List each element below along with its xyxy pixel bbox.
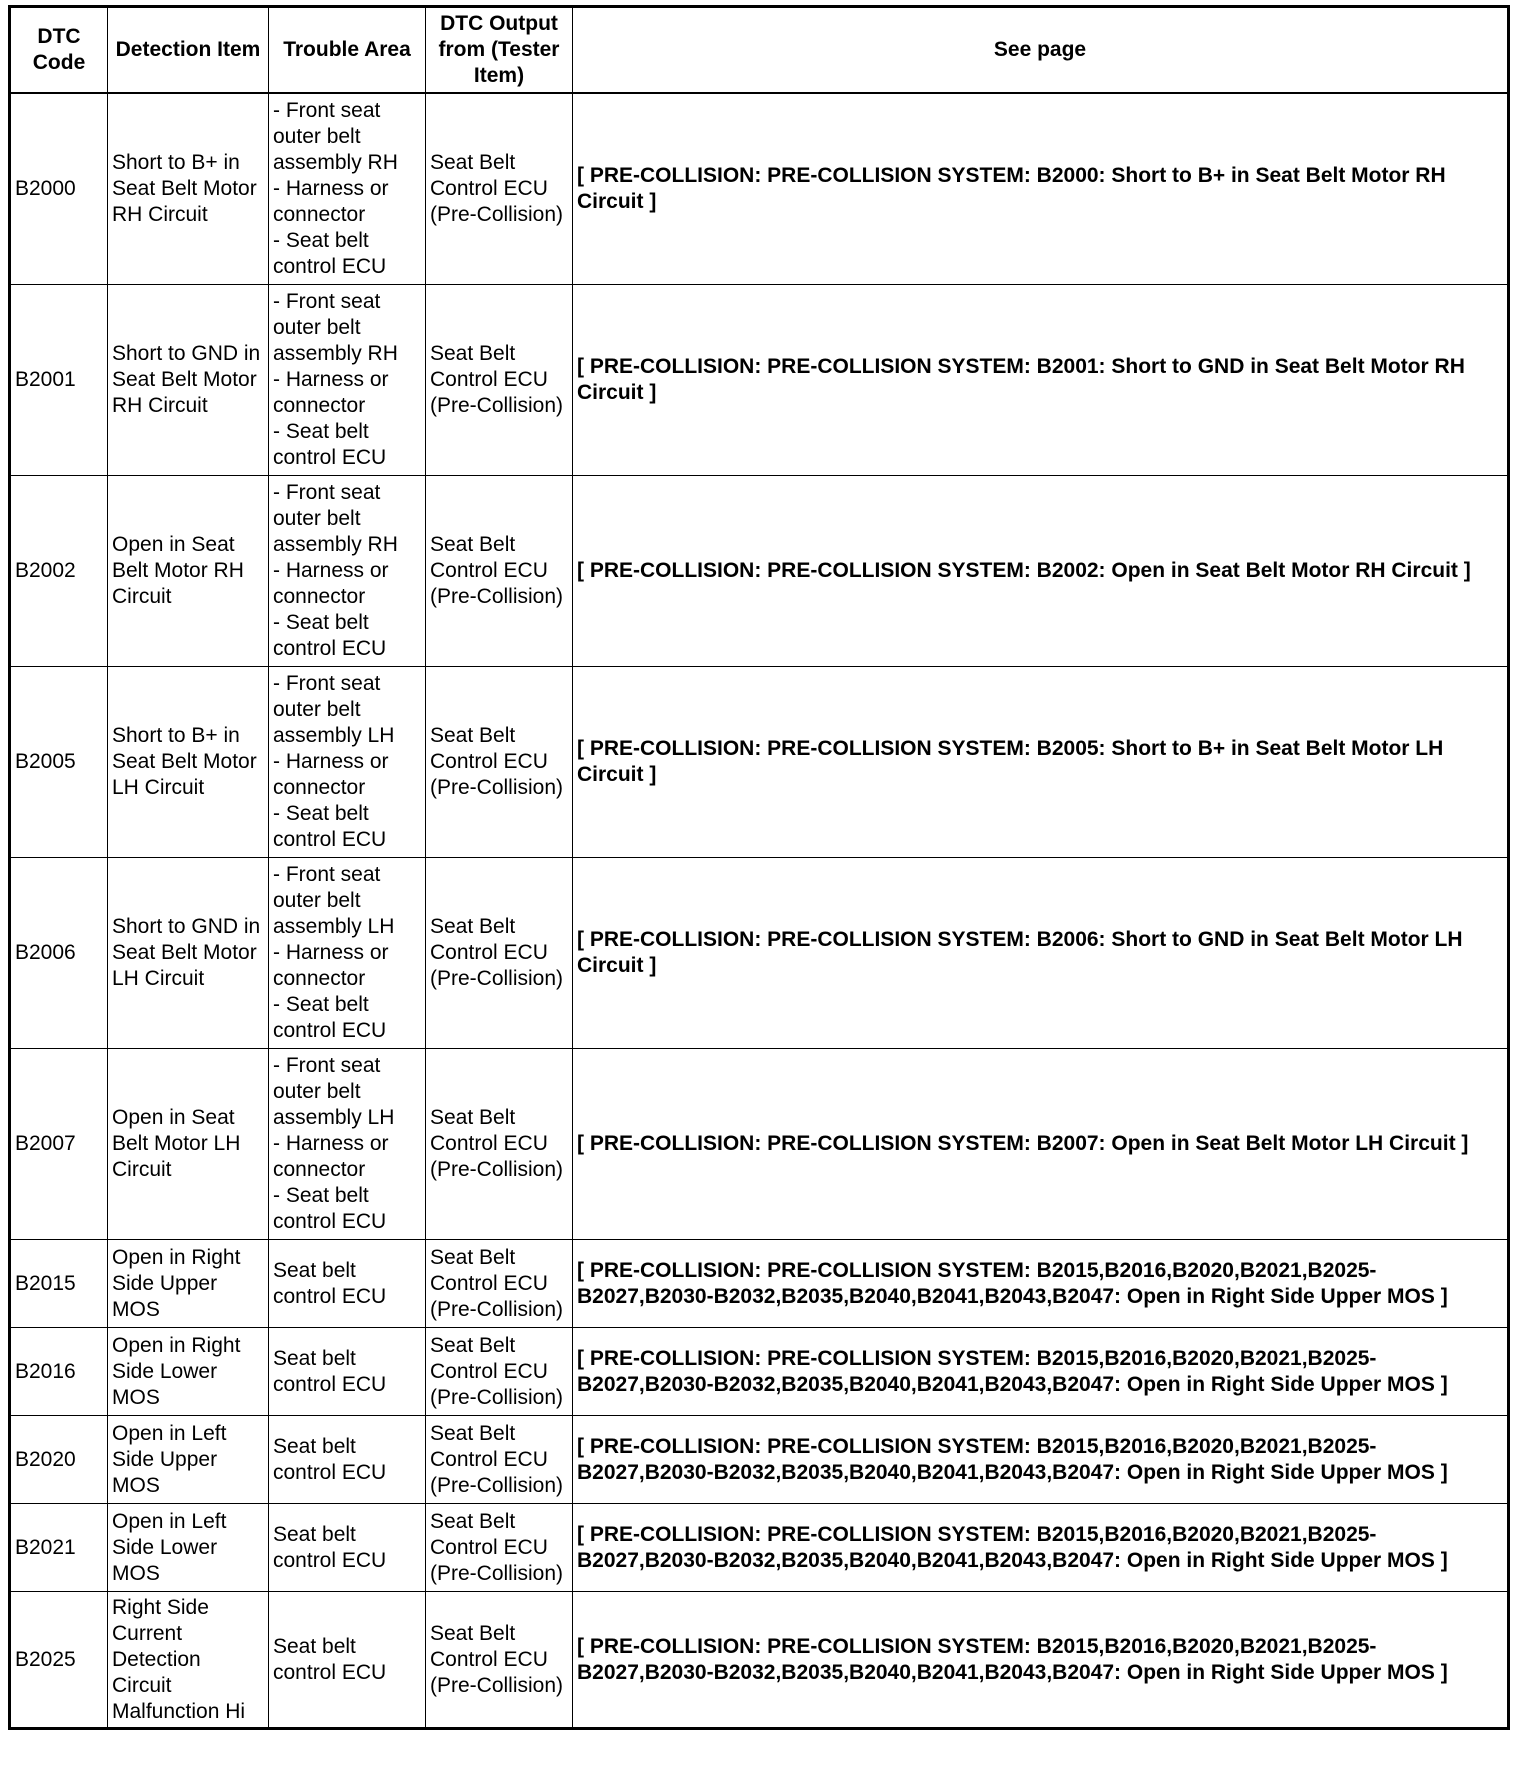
see-page-link[interactable]: [ PRE-COLLISION: PRE-COLLISION SYSTEM: B2007: Open in Seat Belt Motor LH Circuit ] (573, 1049, 1509, 1240)
table-row (10, 1504, 1509, 1592)
dtc-output-cell: Seat Belt Control ECU (Pre-Collision) (426, 858, 573, 1049)
dtc-output-cell: Seat Belt Control ECU (Pre-Collision) (426, 1416, 573, 1504)
dtc-output-cell: Seat Belt Control ECU (Pre-Collision) (426, 476, 573, 667)
dtc-output-cell: Seat Belt Control ECU (Pre-Collision) (426, 1049, 573, 1240)
see-page-link[interactable]: [ PRE-COLLISION: PRE-COLLISION SYSTEM: B2002: Open in Seat Belt Motor RH Circuit ] (573, 476, 1509, 667)
dtc-code-cell: B2021 (10, 1504, 108, 1592)
dtc-code-cell: B2000 (10, 93, 108, 285)
table-row (10, 1240, 1509, 1328)
table-body (10, 93, 1509, 1729)
trouble-area-cell: - Front seat outer belt assembly RH - Harness or connector - Seat belt control ECU (269, 285, 426, 476)
see-page-link[interactable]: [ PRE-COLLISION: PRE-COLLISION SYSTEM: B2015,B2016,B2020,B2021,B2025-B2027,B2030-B2032,B2035,B2040,B2041,B2043,B2047: Open in Right Side Upper MOS ] (573, 1240, 1509, 1328)
see-page-link[interactable]: [ PRE-COLLISION: PRE-COLLISION SYSTEM: B2015,B2016,B2020,B2021,B2025-B2027,B2030-B2032,B2035,B2040,B2041,B2043,B2047: Open in Right Side Upper MOS ] (573, 1592, 1509, 1729)
detection-item-cell: Open in Left Side Upper MOS (108, 1416, 269, 1504)
detection-item-cell: Open in Right Side Lower MOS (108, 1328, 269, 1416)
see-page-link[interactable]: [ PRE-COLLISION: PRE-COLLISION SYSTEM: B2000: Short to B+ in Seat Belt Motor RH Circuit ] (573, 93, 1509, 285)
dtc-code-cell: B2025 (10, 1592, 108, 1729)
detection-item-cell: Short to GND in Seat Belt Motor RH Circuit (108, 285, 269, 476)
dtc-output-cell: Seat Belt Control ECU (Pre-Collision) (426, 1240, 573, 1328)
dtc-output-cell: Seat Belt Control ECU (Pre-Collision) (426, 1328, 573, 1416)
dtc-code-cell: B2002 (10, 476, 108, 667)
detection-item-cell: Short to GND in Seat Belt Motor LH Circuit (108, 858, 269, 1049)
dtc-code-cell: B2006 (10, 858, 108, 1049)
header-trouble-area: Trouble Area (269, 7, 426, 94)
header-dtc-output: DTC Output from (Tester Item) (426, 7, 573, 94)
table-row (10, 1416, 1509, 1504)
header-row (10, 7, 1509, 94)
trouble-area-cell: - Front seat outer belt assembly LH - Harness or connector - Seat belt control ECU (269, 667, 426, 858)
table-row (10, 93, 1509, 285)
trouble-area-cell: - Front seat outer belt assembly RH - Harness or connector - Seat belt control ECU (269, 476, 426, 667)
table-row (10, 1049, 1509, 1240)
detection-item-cell: Short to B+ in Seat Belt Motor RH Circuit (108, 93, 269, 285)
dtc-table (8, 5, 1510, 1730)
see-page-link[interactable]: [ PRE-COLLISION: PRE-COLLISION SYSTEM: B2001: Short to GND in Seat Belt Motor RH Circuit ] (573, 285, 1509, 476)
see-page-link[interactable]: [ PRE-COLLISION: PRE-COLLISION SYSTEM: B2005: Short to B+ in Seat Belt Motor LH Circuit ] (573, 667, 1509, 858)
trouble-area-cell: Seat belt control ECU (269, 1328, 426, 1416)
trouble-area-cell: Seat belt control ECU (269, 1504, 426, 1592)
detection-item-cell: Open in Left Side Lower MOS (108, 1504, 269, 1592)
table-row (10, 667, 1509, 858)
detection-item-cell: Right Side Current Detection Circuit Malfunction Hi (108, 1592, 269, 1729)
dtc-code-cell: B2020 (10, 1416, 108, 1504)
table-row (10, 858, 1509, 1049)
dtc-code-cell: B2016 (10, 1328, 108, 1416)
dtc-output-cell: Seat Belt Control ECU (Pre-Collision) (426, 667, 573, 858)
trouble-area-cell: - Front seat outer belt assembly RH - Harness or connector - Seat belt control ECU (269, 93, 426, 285)
dtc-code-cell: B2007 (10, 1049, 108, 1240)
trouble-area-cell: - Front seat outer belt assembly LH - Harness or connector - Seat belt control ECU (269, 1049, 426, 1240)
table-row (10, 1592, 1509, 1729)
see-page-link[interactable]: [ PRE-COLLISION: PRE-COLLISION SYSTEM: B2015,B2016,B2020,B2021,B2025-B2027,B2030-B2032,B2035,B2040,B2041,B2043,B2047: Open in Right Side Upper MOS ] (573, 1328, 1509, 1416)
table-row (10, 476, 1509, 667)
trouble-area-cell: Seat belt control ECU (269, 1240, 426, 1328)
table-row (10, 285, 1509, 476)
detection-item-cell: Open in Seat Belt Motor LH Circuit (108, 1049, 269, 1240)
trouble-area-cell: Seat belt control ECU (269, 1416, 426, 1504)
dtc-output-cell: Seat Belt Control ECU (Pre-Collision) (426, 285, 573, 476)
trouble-area-cell: - Front seat outer belt assembly LH - Harness or connector - Seat belt control ECU (269, 858, 426, 1049)
dtc-code-cell: B2001 (10, 285, 108, 476)
dtc-output-cell: Seat Belt Control ECU (Pre-Collision) (426, 1504, 573, 1592)
see-page-link[interactable]: [ PRE-COLLISION: PRE-COLLISION SYSTEM: B2006: Short to GND in Seat Belt Motor LH Circuit ] (573, 858, 1509, 1049)
trouble-area-cell: Seat belt control ECU (269, 1592, 426, 1729)
dtc-output-cell: Seat Belt Control ECU (Pre-Collision) (426, 1592, 573, 1729)
see-page-link[interactable]: [ PRE-COLLISION: PRE-COLLISION SYSTEM: B2015,B2016,B2020,B2021,B2025-B2027,B2030-B2032,B2035,B2040,B2041,B2043,B2047: Open in Right Side Upper MOS ] (573, 1504, 1509, 1592)
table-row (10, 1328, 1509, 1416)
header-see-page: See page (573, 7, 1509, 94)
see-page-link[interactable]: [ PRE-COLLISION: PRE-COLLISION SYSTEM: B2015,B2016,B2020,B2021,B2025-B2027,B2030-B2032,B2035,B2040,B2041,B2043,B2047: Open in Right Side Upper MOS ] (573, 1416, 1509, 1504)
detection-item-cell: Open in Right Side Upper MOS (108, 1240, 269, 1328)
dtc-code-cell: B2005 (10, 667, 108, 858)
table-header (10, 7, 1509, 94)
dtc-output-cell: Seat Belt Control ECU (Pre-Collision) (426, 93, 573, 285)
header-dtc-code: DTC Code (10, 7, 108, 94)
detection-item-cell: Short to B+ in Seat Belt Motor LH Circuit (108, 667, 269, 858)
header-detection-item: Detection Item (108, 7, 269, 94)
dtc-document (8, 5, 1507, 1730)
dtc-code-cell: B2015 (10, 1240, 108, 1328)
detection-item-cell: Open in Seat Belt Motor RH Circuit (108, 476, 269, 667)
